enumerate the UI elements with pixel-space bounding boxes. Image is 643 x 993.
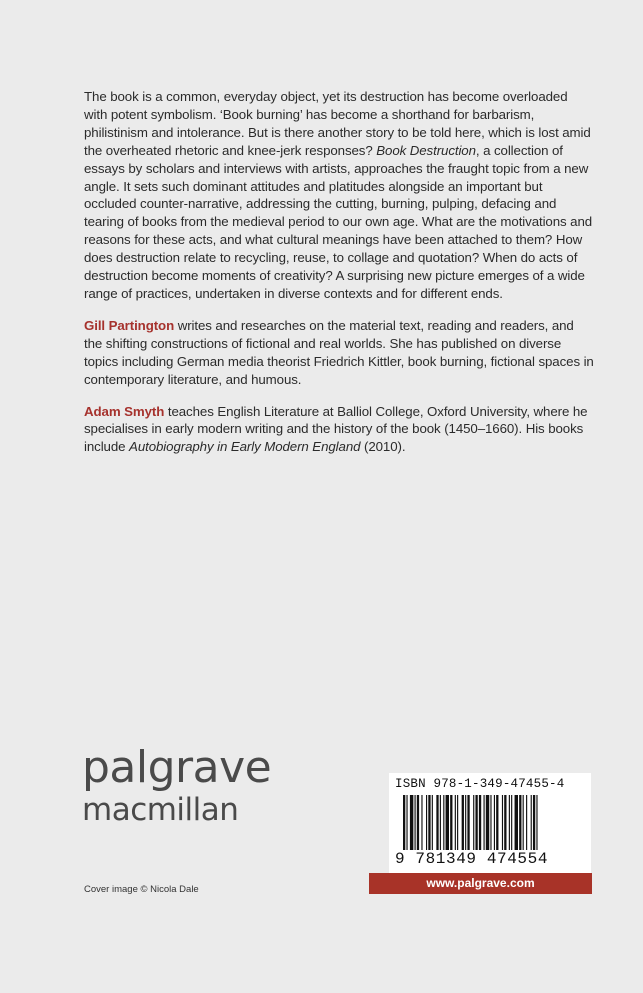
- author-name: Gill Partington: [84, 317, 175, 333]
- author-name: Adam Smyth: [84, 403, 165, 419]
- description-paragraph: [84, 88, 594, 303]
- barcode-digits: 9 781349 474554: [395, 850, 549, 868]
- author-bio-text: teaches English Literature at Balliol College, Oxford University, where he specialises in early modern writing and the history of the book (1450–1660). His books include: [84, 403, 588, 455]
- author-bio-text-end: (2010).: [360, 439, 406, 455]
- author-book-title: Autobiography in Early Modern England: [129, 439, 361, 455]
- publisher-logo-line1: palgrave: [82, 742, 272, 793]
- isbn-label: ISBN 978-1-349-47455-4: [395, 777, 565, 791]
- author-bio-smyth: [84, 403, 594, 457]
- description-text-start: The book is a common, everyday object, yet its destruction has become overloaded with potent symbolism. ‘Book burning’ has become a shorthand for barbarism, philistinism and intolerance. But is there another story to be told here, which is lost amid the overheated rhetoric and knee-jerk responses?: [84, 89, 591, 158]
- author-bio-text: writes and researches on the material text, reading and readers, and the shifting constructions of fictional and real worlds. She has published on diverse topics including German media theorist Friedrich Kittler, book burning, fictional spaces in contemporary literature, and humous.: [84, 317, 594, 387]
- description-text-end: , a collection of essays by scholars and interviews with artists, approaches the fraught topic from a new angle. It sets such dominant attitudes and platitudes alongside an important but occluded counter-narrative, addressing the cutting, burning, pulping, defacing and tearing of books from the medieval period to our own age. What are the motivations and reasons for these acts, and what cultural meanings have been attached to them? How does destruction relate to recycling, reuse, to collage and quotation? When do acts of destruction become moments of creativity? A surprising new picture emerges of a wide range of practices, undertaken in diverse contexts and for different ends.: [84, 142, 593, 301]
- publisher-logo: [82, 744, 271, 828]
- barcode-bars: [403, 795, 579, 857]
- back-cover-blurb: [84, 88, 594, 470]
- isbn-barcode: [389, 773, 591, 873]
- book-title: Book Destruction: [376, 142, 476, 158]
- publisher-logo-line2: macmillan: [82, 792, 239, 828]
- author-bio-partington: [84, 317, 594, 389]
- cover-image-credit: Cover image © Nicola Dale: [84, 884, 199, 895]
- publisher-url[interactable]: www.palgrave.com: [369, 873, 592, 894]
